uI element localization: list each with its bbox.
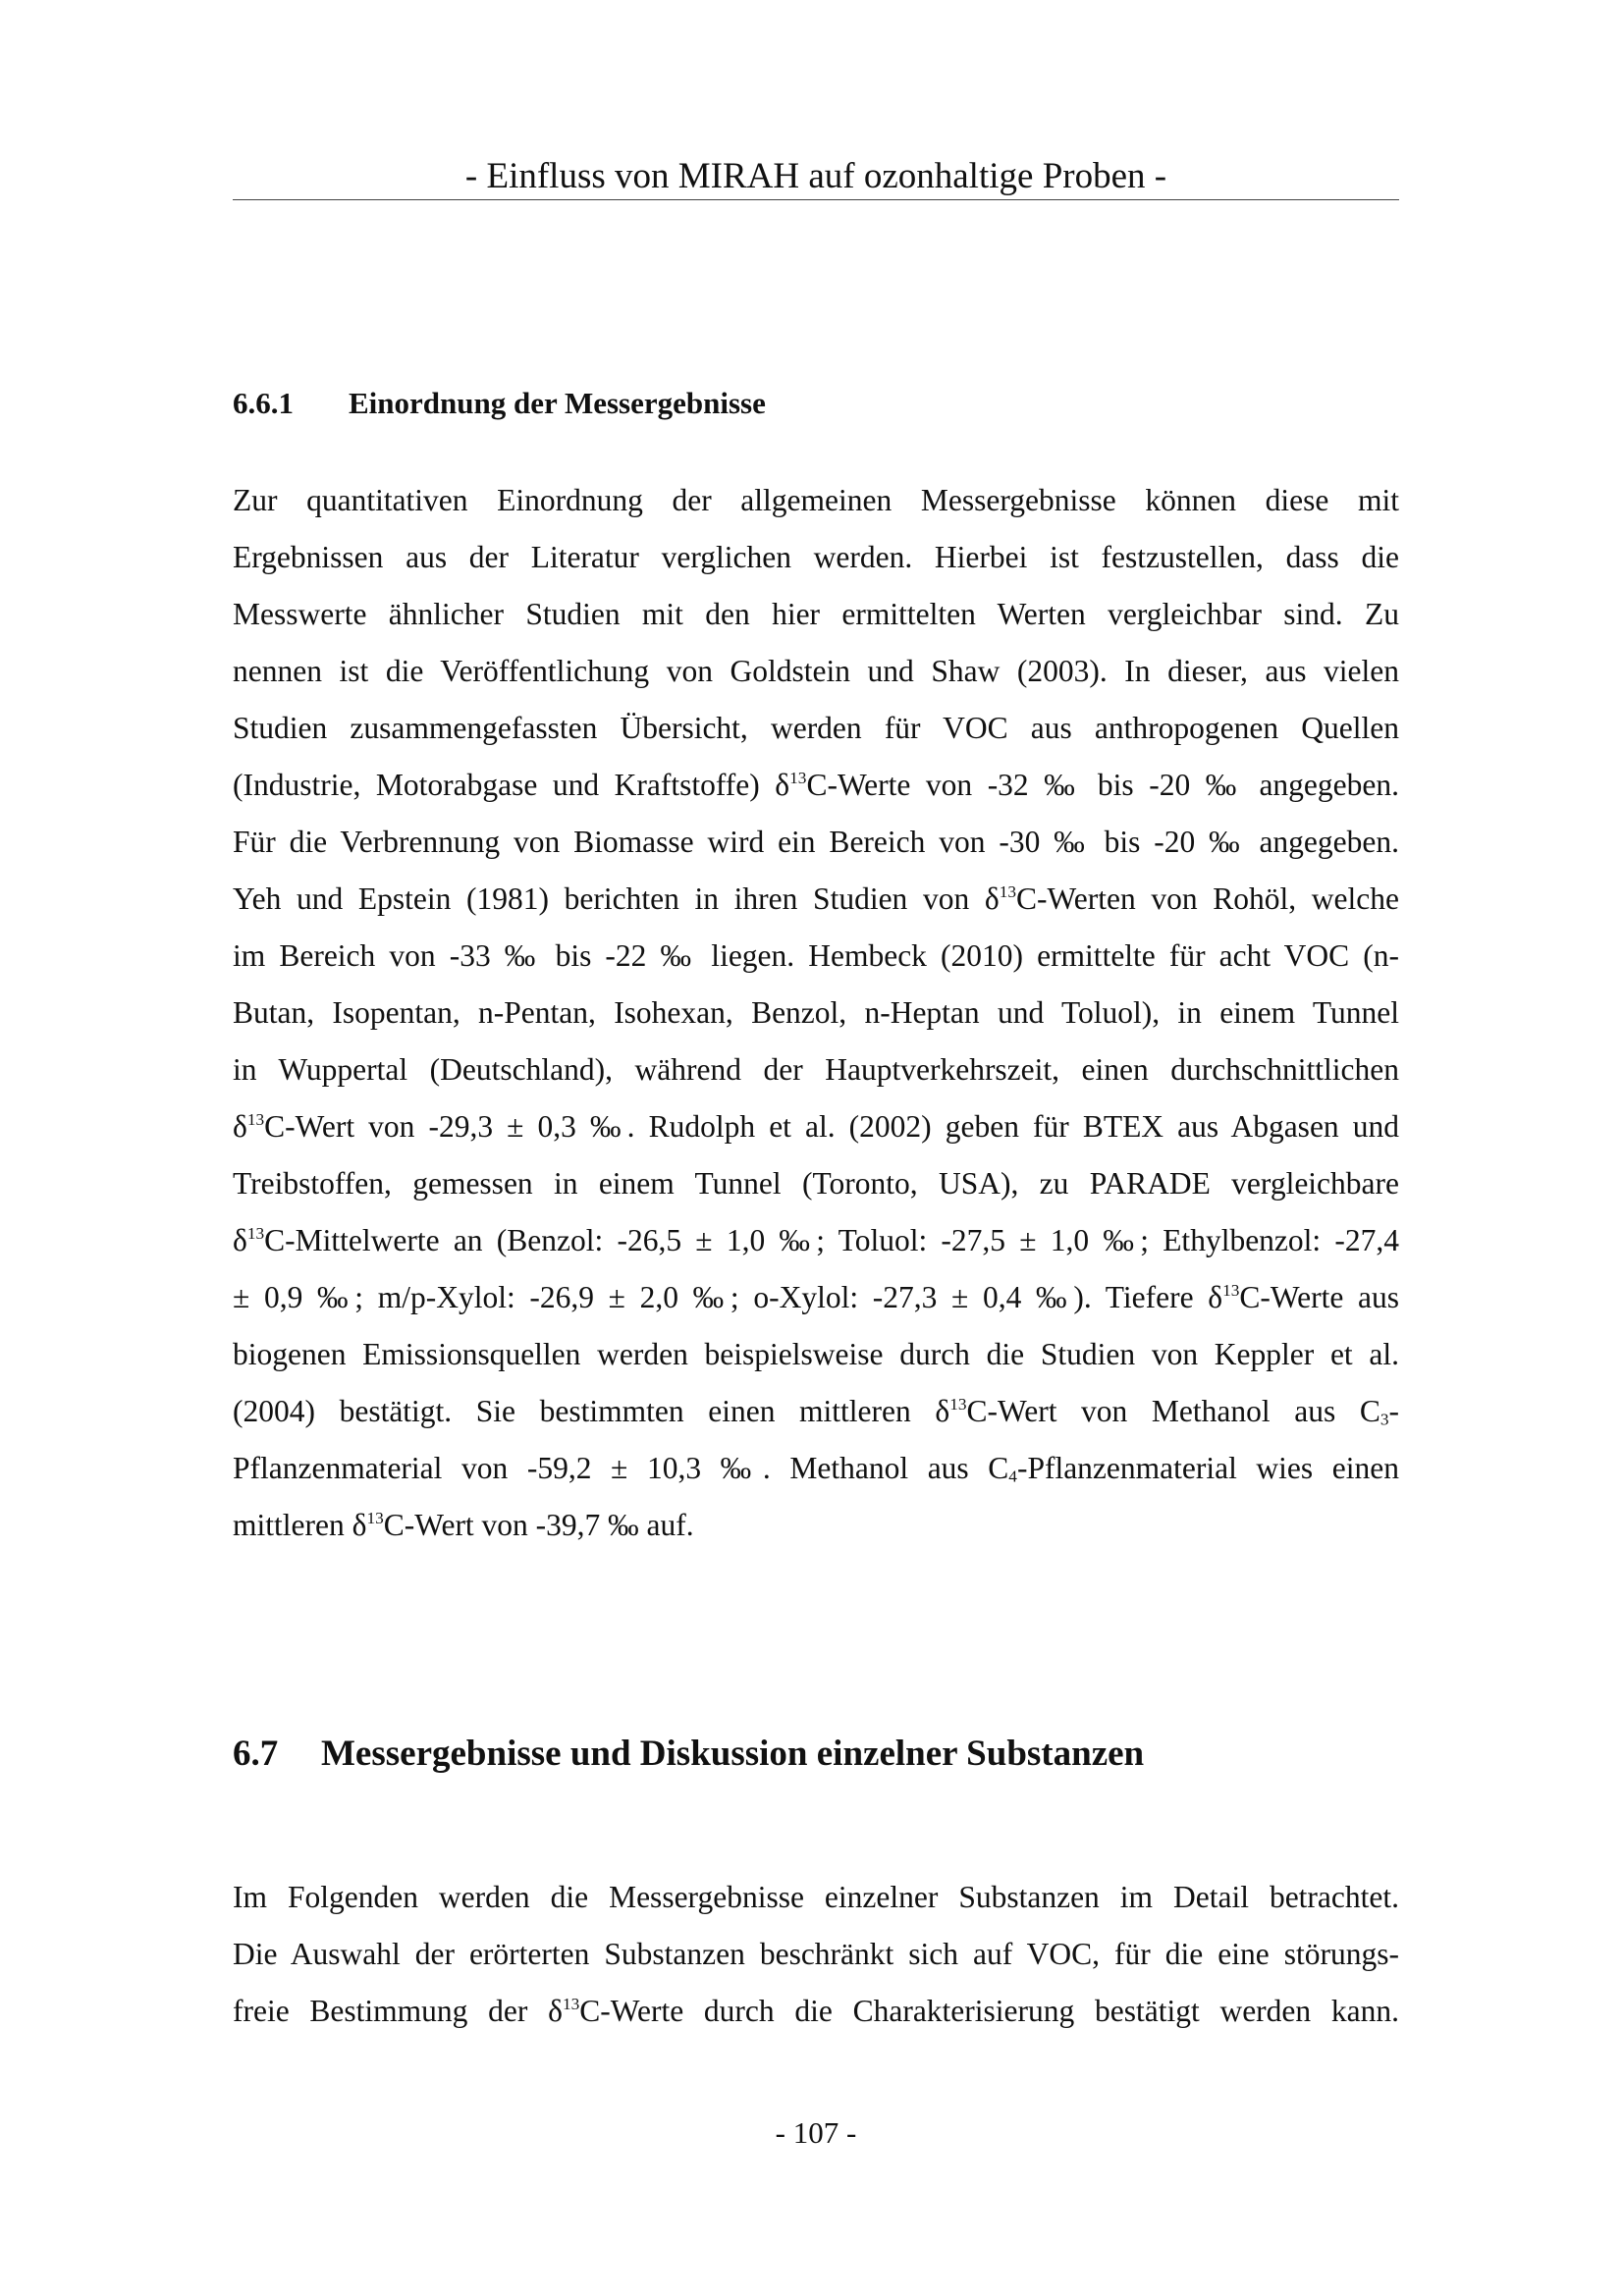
text-run: Zur quantitativen Einordnung der allgemeinen Messergebnisse können diese mit [233,483,1399,517]
text-run: C-Wert von Methanol aus C [966,1394,1380,1428]
running-header: - Einfluss von MIRAH auf ozonhaltige Proben - [464,156,1167,196]
section-heading-6-7 [233,1733,1144,1775]
superscript: 13 [366,1508,384,1527]
text-run: Butan, Isopentan, n-Pentan, Isohexan, Benzol, n-Heptan und Toluol), in einem Tunnel [233,995,1399,1030]
text-line [233,586,1399,643]
text-run: C-Mittelwerte an (Benzol: -26,5 ± 1,0 ‰; Toluol: -27,5 ± 1,0 ‰; Ethylbenzol: -27,4 [264,1223,1399,1257]
text-run: Ergebnissen aus der Literatur verglichen werden. Hierbei ist festzustellen, dass die [233,540,1399,574]
text-line [233,928,1399,985]
text-run: in Wuppertal (Deutschland), während der Hauptverkehrszeit, einen durchschnittlichen [233,1052,1399,1087]
text-run: -Pflanzenmaterial wies einen [1016,1451,1399,1485]
text-run: Für die Verbrennung von Biomasse wird ein Bereich von -30 ‰ bis -20 ‰ angegeben. [233,825,1399,859]
text-run: nennen ist die Veröffentlichung von Goldstein und Shaw (2003). In dieser, aus vielen [233,654,1399,688]
text-line [233,1440,1399,1497]
text-line [233,1098,1399,1155]
text-run: Treibstoffen, gemessen in einem Tunnel (Toronto, USA), zu PARADE vergleichbare [233,1166,1399,1201]
superscript: 13 [246,1109,265,1129]
text-run: Yeh und Epstein (1981) berichten in ihren Studien von δ [233,881,1000,916]
text-run: C-Wert von -29,3 ± 0,3 ‰. Rudolph et al. (2002) geben für BTEX aus Abgasen und [264,1109,1399,1144]
text-run: Die Auswahl der erörterten Substanzen beschränkt sich auf VOC, für die eine störungs- [233,1937,1399,1971]
superscript: 13 [789,768,807,787]
text-line [233,1269,1399,1326]
text-line [233,1497,1399,1554]
text-run: (2004) bestätigt. Sie bestimmten einen mittleren δ [233,1394,950,1428]
text-run: Pflanzenmaterial von -59,2 ± 10,3 ‰. Methanol aus C [233,1451,1009,1485]
section-number: 6.6.1 [233,386,294,420]
text-run: biogenen Emissionsquellen werden beispielsweise durch die Studien von Keppler et al. [233,1337,1399,1371]
text-line [233,643,1399,700]
text-line [233,1041,1399,1098]
text-line [233,1983,1399,2040]
text-line [233,871,1399,928]
section-heading-6-6-1 [233,386,766,421]
superscript: 13 [999,881,1017,901]
text-line [233,757,1399,814]
superscript: 13 [246,1223,265,1243]
text-run: ± 0,9 ‰; m/p-Xylol: -26,9 ± 2,0 ‰; o-Xylol: -27,3 ± 0,4 ‰). Tiefere δ [233,1280,1223,1314]
paragraph-1 [233,472,1399,1554]
text-run: im Bereich von -33 ‰ bis -22 ‰ liegen. Hembeck (2010) ermittelte für acht VOC (n- [233,938,1399,973]
text-line [233,1926,1399,1983]
text-run: freie Bestimmung der δ [233,1994,563,2028]
text-line [233,814,1399,871]
text-run: δ [233,1223,247,1257]
section-title: Einordnung der Messergebnisse [349,386,766,420]
text-line [233,472,1399,529]
superscript: 13 [1222,1280,1240,1300]
text-line [233,1383,1399,1440]
text-line [233,529,1399,586]
text-run: - [1388,1394,1399,1428]
paragraph-2 [233,1869,1399,2040]
section-title: Messergebnisse und Diskussion einzelner Substanzen [321,1734,1145,1774]
subscript: 3 [1380,1410,1389,1429]
text-run: C-Wert von -39,7 ‰ auf. [383,1508,694,1542]
text-run: Im Folgenden werden die Messergebnisse einzelner Substanzen im Detail betrachtet. [233,1880,1399,1914]
superscript: 13 [562,1994,580,2013]
text-run: C-Werten von Rohöl, welche [1016,881,1399,916]
text-run: C-Werte von -32 ‰ bis -20 ‰ angegeben. [806,768,1400,802]
section-number: 6.7 [233,1734,279,1774]
superscript: 13 [949,1394,967,1414]
page-number: - 107 - [775,2115,857,2150]
text-line [233,1212,1399,1269]
subscript: 4 [1008,1467,1017,1486]
header-rule [233,199,1399,200]
text-line [233,1326,1399,1383]
text-run: C-Werte durch die Charakterisierung bestätigt werden kann. [579,1994,1399,2028]
text-line [233,985,1399,1041]
text-run: δ [233,1109,247,1144]
text-run: Messwerte ähnlicher Studien mit den hier ermittelten Werten vergleichbar sind. Zu [233,597,1399,631]
text-run: C-Werte aus [1239,1280,1399,1314]
text-line [233,1869,1399,1926]
text-run: mittleren δ [233,1508,367,1542]
text-line [233,700,1399,757]
text-line [233,1155,1399,1212]
text-run: (Industrie, Motorabgase und Kraftstoffe) δ [233,768,790,802]
text-run: Studien zusammengefassten Übersicht, werden für VOC aus anthropogenen Quellen [233,711,1399,745]
